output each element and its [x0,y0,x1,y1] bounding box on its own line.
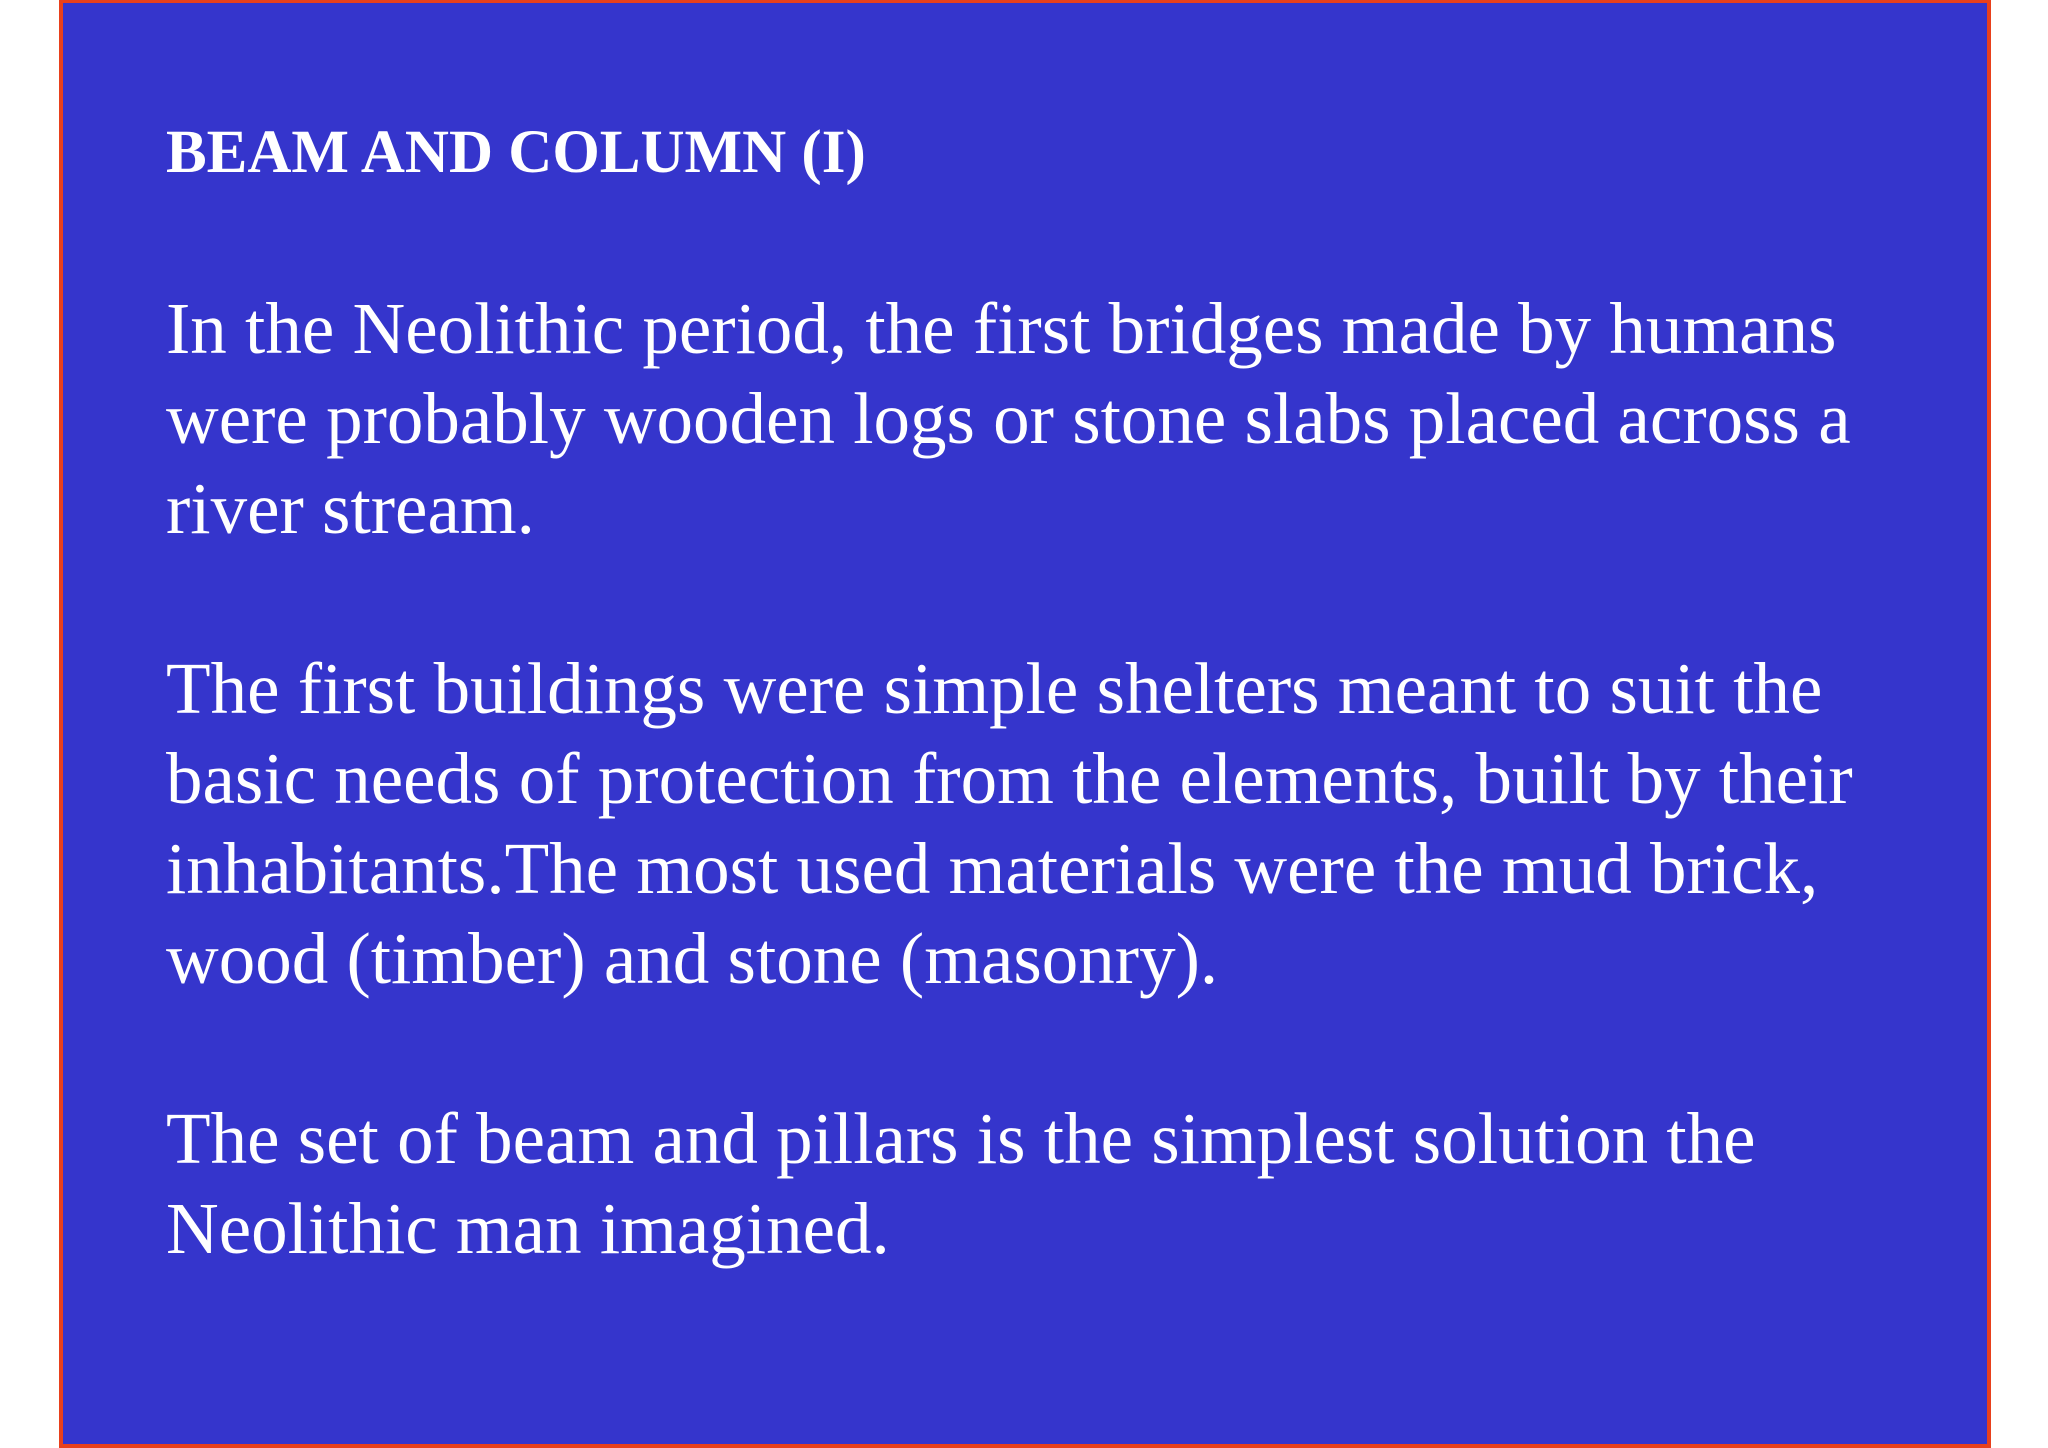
text-line: The set of beam and pillars is the simplest solution the [166,1098,1756,1179]
text-line: In the Neolithic period, the first bridges made by humans [166,288,1837,369]
text-line: basic needs of protection from the elements, built by their [166,738,1853,819]
text-line: inhabitants.The most used materials were the mud brick, [166,828,1819,909]
paragraph-first-buildings [166,644,1946,1004]
text-line: The first buildings were simple shelters meant to suit the [166,648,1823,729]
text-line: river stream. [166,468,535,549]
text-line: were probably wooden logs or stone slabs placed across a [166,378,1851,459]
slide-body [166,284,1946,1364]
paragraph-beam-and-pillars [166,1094,1946,1274]
text-line: wood (timber) and stone (masonry). [166,918,1219,999]
text-line: Neolithic man imagined. [166,1188,890,1269]
slide [59,0,1991,1448]
slide-title: BEAM AND COLUMN (I) [166,119,866,186]
paragraph-neolithic-bridges [166,284,1946,554]
